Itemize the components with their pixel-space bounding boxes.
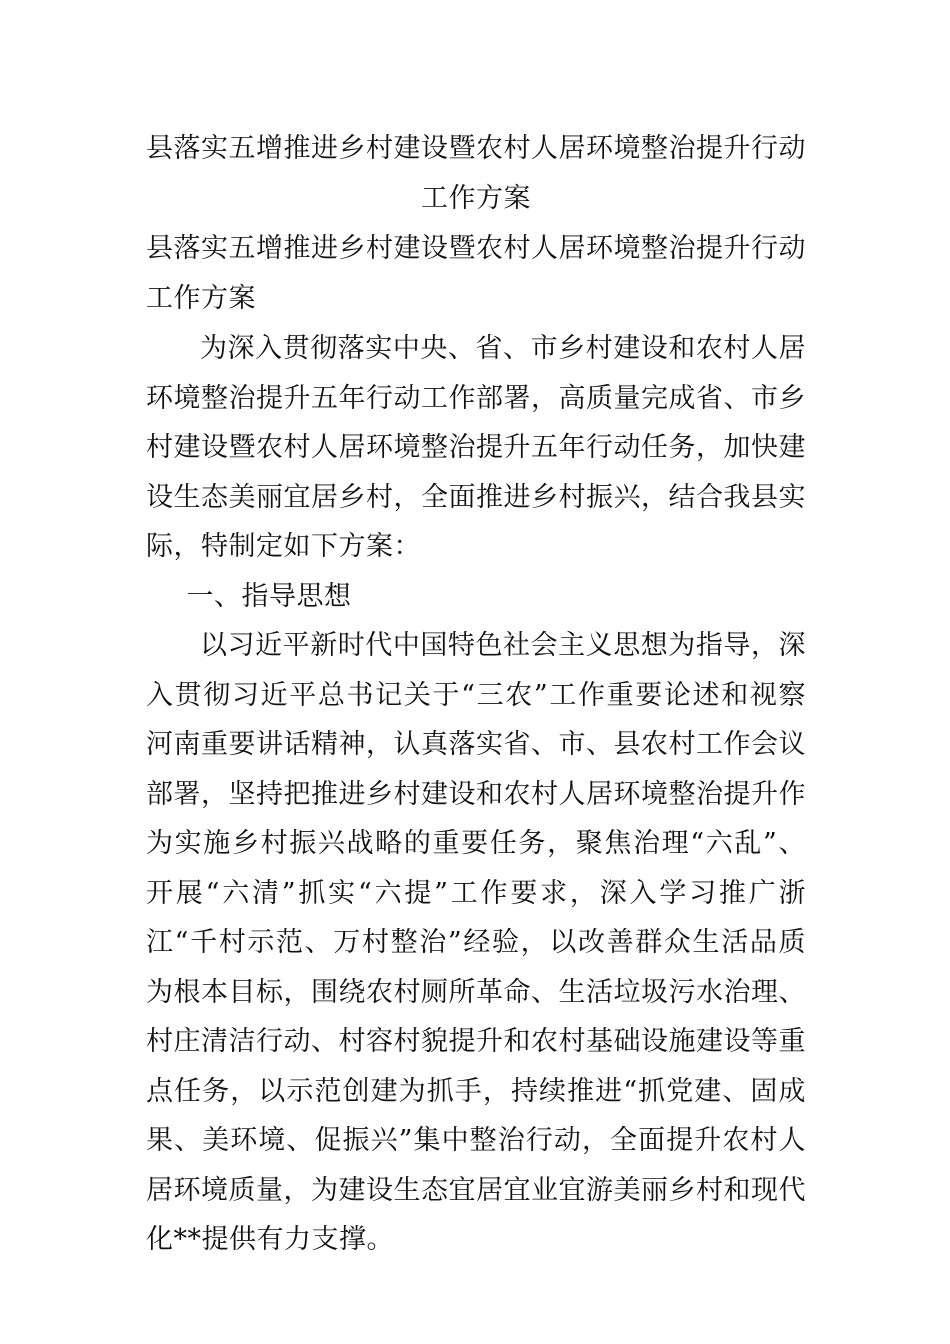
document-subtitle: 县落实五增推进乡村建设暨农村人居环境整治提升行动工作方案 [146, 233, 806, 314]
document-page [146, 124, 806, 1265]
section-body-guiding-ideology: 以习近平新时代中国特色社会主义思想为指导，深入贯彻习近平总书记关于“三农”工作重要论述和视察河南重要讲话精神，认真落实省、市、县农村工作会议部署，坚持把推进乡村建设和农村人居环境整治提升作为实施乡村振兴战略的重要任务，聚焦治理“六乱”、开展“六清”抓实“六提”工作要求，深入学习推广浙江“千村示范、万村整治”经验，以改善群众生活品质为根本目标，围绕农村厕所革命、生活垃圾污水治理、村庄清洁行动、村容村貌提升和农村基础设施建设等重点任务，以示范创建为抓手，持续推进“抓党建、固成果、美环境、促振兴”集中整治行动，全面提升农村人居环境质量，为建设生态宜居宜业宜游美丽乡村和现代化**提供有力支撑。 [146, 630, 806, 1255]
intro-paragraph: 为深入贯彻落实中央、省、市乡村建设和农村人居环境整治提升五年行动工作部署，高质量完成省、市乡村建设暨农村人居环境整治提升五年行动任务，加快建设生态美丽宜居乡村，全面推进乡村振兴，结合我县实际，特制定如下方案： [146, 333, 806, 562]
section-heading-guiding-ideology: 一、指导思想 [186, 580, 352, 612]
document-title: 县落实五增推进乡村建设暨农村人居环境整治提升行动工作方案 [146, 133, 806, 214]
